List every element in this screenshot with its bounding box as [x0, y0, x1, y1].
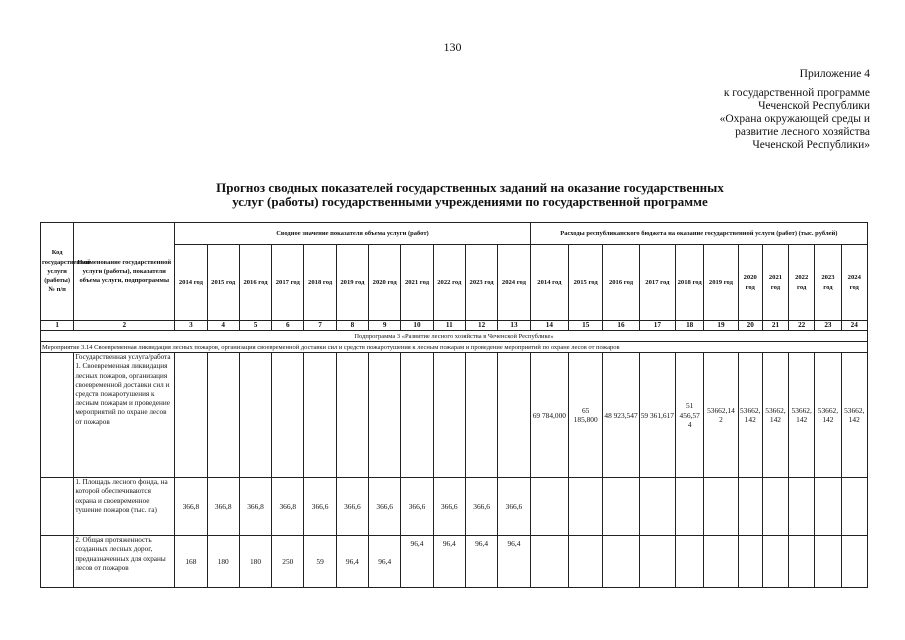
column-number: 20: [738, 321, 762, 331]
expense-value: [676, 536, 704, 588]
volume-value: [336, 353, 368, 478]
expense-value: 69 784,000: [530, 353, 568, 478]
volume-value: 366,8: [207, 478, 239, 536]
expense-value: [639, 478, 675, 536]
expense-value: [738, 478, 762, 536]
volume-value: [369, 353, 401, 478]
header-expenses-group: Расходы республиканского бюджета на оказание государственной услуги (работ) (тыс. рублей): [530, 223, 867, 245]
expenses-year-header: 2023 год: [815, 245, 841, 321]
volume-value: [433, 353, 465, 478]
column-number: 7: [304, 321, 336, 331]
expense-value: 53662, 142: [762, 353, 788, 478]
expense-value: [569, 478, 603, 536]
volume-value: 96,4: [401, 536, 433, 588]
table-row: [41, 536, 868, 588]
expense-value: 51 456,57 4: [676, 353, 704, 478]
expense-value: [762, 478, 788, 536]
volume-year-header: 2017 год: [272, 245, 304, 321]
volume-value: [175, 353, 207, 478]
row-name: 2. Общая протяженность созданных лесных дорог, предназначенных для охраны лесов от пожаров: [74, 536, 175, 588]
page-number: 130: [443, 40, 462, 54]
expense-value: [841, 478, 867, 536]
column-number: 15: [569, 321, 603, 331]
expenses-year-header: 2024 год: [841, 245, 867, 321]
expense-value: [603, 536, 639, 588]
expense-value: [569, 536, 603, 588]
volume-value: [401, 353, 433, 478]
volume-value: 366,8: [239, 478, 271, 536]
column-number: 2: [74, 321, 175, 331]
expenses-year-header: 2019 год: [704, 245, 738, 321]
volume-value: [207, 353, 239, 478]
column-number: 23: [815, 321, 841, 331]
volume-value: 180: [207, 536, 239, 588]
expenses-year-header: 2022 год: [789, 245, 815, 321]
volume-value: 366,6: [369, 478, 401, 536]
expense-value: [530, 478, 568, 536]
volume-value: [465, 353, 497, 478]
column-number: 1: [41, 321, 74, 331]
column-number: 10: [401, 321, 433, 331]
expenses-year-header: 2015 год: [569, 245, 603, 321]
volume-value: 366,6: [498, 478, 530, 536]
volume-year-header: 2014 год: [175, 245, 207, 321]
volume-value: 250: [272, 536, 304, 588]
table-row: [41, 478, 868, 536]
column-number: 5: [239, 321, 271, 331]
column-number: 6: [272, 321, 304, 331]
row-name: Государственная услуга/работа 1. Своевременная ликвидация лесных пожаров, организация своевременной доставки сил и средств пожаротушения к лесным пожарам и проведение мероприятий по охране лесов от пожаров: [74, 353, 175, 478]
volume-value: [498, 353, 530, 478]
expense-value: 53662, 142: [789, 353, 815, 478]
column-number: 14: [530, 321, 568, 331]
row-code: [41, 536, 74, 588]
expense-value: 53662,14 2: [704, 353, 738, 478]
appendix-block: [720, 68, 870, 152]
title-line: услуг (работы) государственными учреждениями по государственной программе: [232, 194, 708, 209]
header-code: Код государственной услуги (работы) № п/п: [41, 223, 74, 321]
expense-value: [639, 536, 675, 588]
expense-value: [789, 536, 815, 588]
column-number: 24: [841, 321, 867, 331]
column-number: 19: [704, 321, 738, 331]
expense-value: [762, 536, 788, 588]
expenses-year-header: 2016 год: [603, 245, 639, 321]
expense-value: 53662, 142: [738, 353, 762, 478]
column-number: 12: [465, 321, 497, 331]
row-code: [41, 353, 74, 478]
header-name: Наименование государственной услуги (работы), показатели объема услуги, подпрограммы: [74, 223, 175, 321]
expenses-year-header: 2021 год: [762, 245, 788, 321]
appendix-line: Чеченской Республики»: [752, 139, 870, 151]
column-number: 21: [762, 321, 788, 331]
expense-value: [704, 536, 738, 588]
indicators-table: [40, 222, 868, 588]
volume-value: 59: [304, 536, 336, 588]
volume-value: 96,4: [336, 536, 368, 588]
expenses-year-header: 2020 год: [738, 245, 762, 321]
appendix-line: развитие лесного хозяйства: [735, 126, 870, 138]
expense-value: [530, 536, 568, 588]
volume-value: 96,4: [433, 536, 465, 588]
expense-value: [815, 536, 841, 588]
volume-year-header: 2018 год: [304, 245, 336, 321]
expense-value: 53662, 142: [841, 353, 867, 478]
volume-year-header: 2020 год: [369, 245, 401, 321]
volume-value: 366,8: [175, 478, 207, 536]
appendix-title: Приложение 4: [799, 68, 870, 80]
volume-year-header: 2019 год: [336, 245, 368, 321]
volume-year-header: 2024 год: [498, 245, 530, 321]
column-number: 8: [336, 321, 368, 331]
appendix-line: Чеченской Республики: [758, 100, 870, 112]
column-number: 11: [433, 321, 465, 331]
row-code: [41, 478, 74, 536]
appendix-line: к государственной программе: [723, 87, 870, 99]
column-number: 9: [369, 321, 401, 331]
column-number: 18: [676, 321, 704, 331]
volume-value: 366,6: [304, 478, 336, 536]
column-number: 16: [603, 321, 639, 331]
document-title: [130, 181, 810, 209]
volume-year-header: 2015 год: [207, 245, 239, 321]
volume-value: 366,6: [433, 478, 465, 536]
column-number: 22: [789, 321, 815, 331]
volume-year-header: 2023 год: [465, 245, 497, 321]
table-row: [41, 353, 868, 478]
column-number: 3: [175, 321, 207, 331]
subprogram-row: Подпрограмма 3 «Развитие лесного хозяйства в Чеченской Республике»: [41, 331, 868, 342]
volume-value: 366,8: [272, 478, 304, 536]
expense-value: [676, 478, 704, 536]
volume-year-header: 2021 год: [401, 245, 433, 321]
volume-value: 96,4: [465, 536, 497, 588]
expense-value: 53662, 142: [815, 353, 841, 478]
expense-value: [738, 536, 762, 588]
column-number: 4: [207, 321, 239, 331]
volume-value: [272, 353, 304, 478]
volume-value: 366,6: [401, 478, 433, 536]
expense-value: [789, 478, 815, 536]
volume-year-header: 2022 год: [433, 245, 465, 321]
title-line: Прогноз сводных показателей государственных заданий на оказание государственных: [216, 180, 724, 195]
volume-value: [239, 353, 271, 478]
measure-row: Мероприятие 3.14 Своевременная ликвидация лесных пожаров, организация своевременной доставки сил и средств пожаротушения к лесным пожарам и проведение мероприятий по охране лесов от пожаров: [41, 342, 868, 353]
expense-value: [841, 536, 867, 588]
header-volume-group: Сводное значение показателя объема услуги (работ): [175, 223, 530, 245]
volume-value: [304, 353, 336, 478]
column-number: 17: [639, 321, 675, 331]
expense-value: [704, 478, 738, 536]
volume-value: 366,6: [336, 478, 368, 536]
volume-value: 96,4: [498, 536, 530, 588]
volume-value: 180: [239, 536, 271, 588]
expense-value: 48 923,547: [603, 353, 639, 478]
volume-year-header: 2016 год: [239, 245, 271, 321]
volume-value: 168: [175, 536, 207, 588]
volume-value: 96,4: [369, 536, 401, 588]
row-name: 1. Площадь лесного фонда, на которой обеспечиваются охрана и своевременное тушение пожаров (тыс. га): [74, 478, 175, 536]
column-number: 13: [498, 321, 530, 331]
volume-value: 366,6: [465, 478, 497, 536]
appendix-line: «Охрана окружающей среды и: [719, 113, 870, 125]
expenses-year-header: 2014 год: [530, 245, 568, 321]
expense-value: [603, 478, 639, 536]
expense-value: 59 361,617: [639, 353, 675, 478]
expense-value: [815, 478, 841, 536]
expenses-year-header: 2018 год: [676, 245, 704, 321]
expense-value: 65 185,800: [569, 353, 603, 478]
expenses-year-header: 2017 год: [639, 245, 675, 321]
